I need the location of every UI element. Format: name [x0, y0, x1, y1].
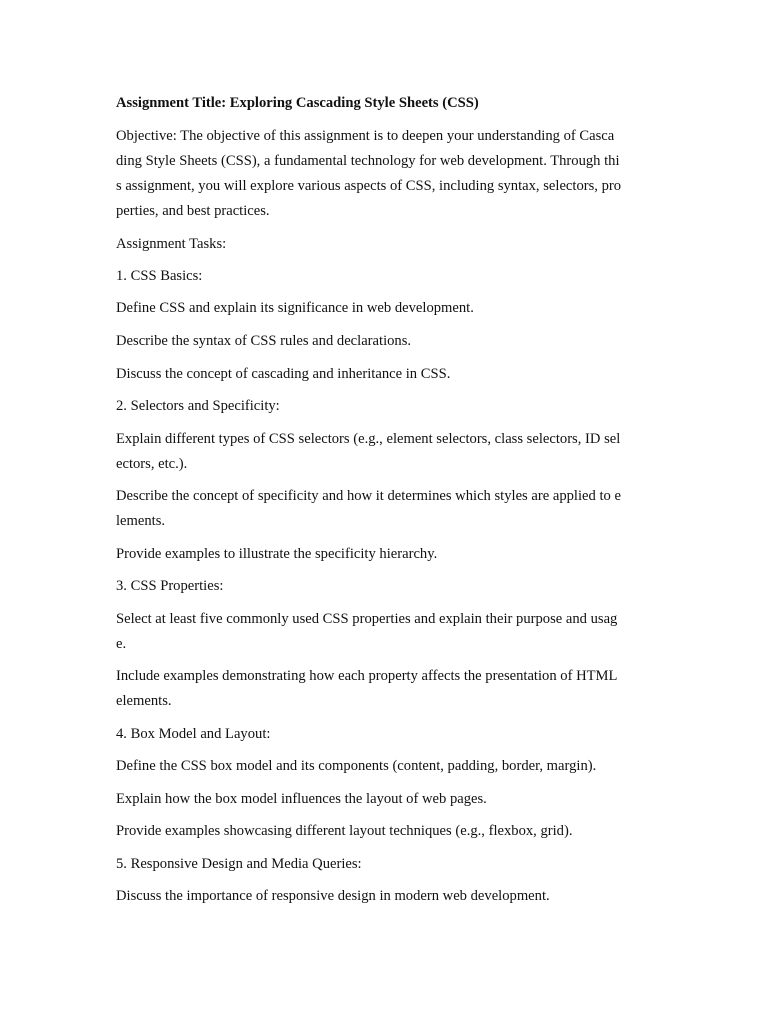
task-item: Provide examples to illustrate the specificity hierarchy. [116, 546, 438, 562]
objective-line: Objective: The objective of this assignment is to deepen your understanding of Casca [116, 128, 615, 144]
section-heading: 1. CSS Basics: [116, 268, 203, 284]
task-item: Describe the syntax of CSS rules and declarations. [116, 333, 412, 349]
section-heading: 3. CSS Properties: [116, 578, 224, 594]
tasks-heading: Assignment Tasks: [116, 236, 227, 252]
task-item-continuation: elements. [116, 693, 172, 709]
task-item: Select at least five commonly used CSS properties and explain their purpose and usag [116, 611, 618, 627]
objective-line: ding Style Sheets (CSS), a fundamental technology for web development. Through thi [116, 153, 620, 169]
task-item: Discuss the importance of responsive design in modern web development. [116, 888, 550, 904]
objective-line: s assignment, you will explore various aspects of CSS, including syntax, selectors, pro [116, 178, 622, 194]
objective-line: perties, and best practices. [116, 203, 270, 219]
task-item-continuation: e. [116, 636, 127, 652]
section-heading: 2. Selectors and Specificity: [116, 398, 280, 414]
document-title: Assignment Title: Exploring Cascading Style Sheets (CSS) [116, 95, 479, 111]
section-heading: 5. Responsive Design and Media Queries: [116, 856, 362, 872]
task-item: Describe the concept of specificity and how it determines which styles are applied to e [116, 488, 621, 504]
task-item: Discuss the concept of cascading and inheritance in CSS. [116, 366, 451, 382]
task-item: Include examples demonstrating how each property affects the presentation of HTML [116, 668, 618, 684]
task-item: Explain different types of CSS selectors (e.g., element selectors, class selectors, ID sel [116, 431, 621, 447]
task-item: Define the CSS box model and its components (content, padding, border, margin). [116, 758, 597, 774]
task-item-continuation: ectors, etc.). [116, 456, 188, 472]
task-item: Explain how the box model influences the layout of web pages. [116, 791, 487, 807]
task-item-continuation: lements. [116, 513, 166, 529]
section-heading: 4. Box Model and Layout: [116, 726, 271, 742]
task-item: Define CSS and explain its significance in web development. [116, 300, 474, 316]
task-item: Provide examples showcasing different layout techniques (e.g., flexbox, grid). [116, 823, 573, 839]
